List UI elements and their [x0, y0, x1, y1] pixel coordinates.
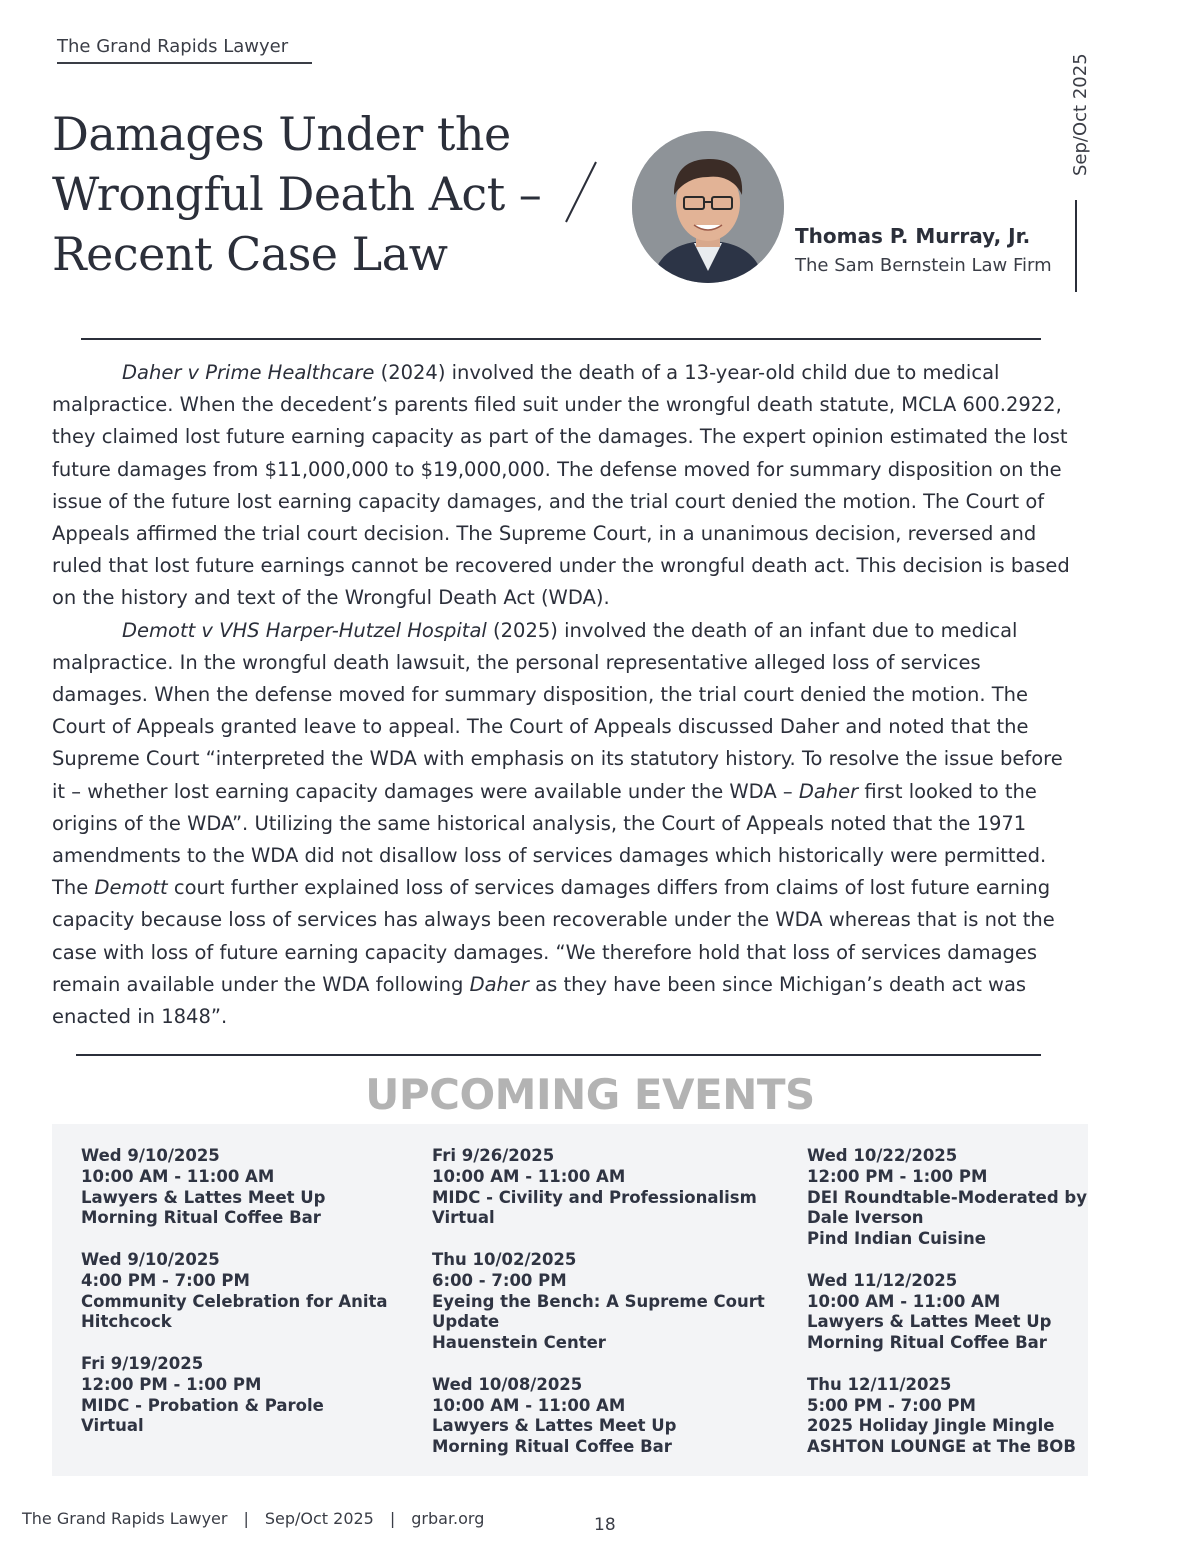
event-detail: Community Celebration for Anita [81, 1291, 388, 1311]
event-item [807, 1271, 1087, 1354]
footer-site-link[interactable]: grbar.org [411, 1509, 485, 1528]
footer-publication: The Grand Rapids Lawyer [22, 1509, 228, 1528]
event-item [807, 1146, 1087, 1250]
slash-divider [560, 160, 600, 226]
event-time: 4:00 PM - 7:00 PM [81, 1270, 250, 1290]
divider-top [81, 338, 1041, 340]
event-detail: Morning Ritual Coffee Bar [81, 1208, 321, 1228]
vertical-rule [1075, 200, 1077, 292]
event-time: 10:00 AM - 11:00 AM [807, 1291, 1001, 1311]
event-detail: Morning Ritual Coffee Bar [807, 1333, 1047, 1353]
author-name: Thomas P. Murray, Jr. [795, 224, 1031, 248]
masthead: The Grand Rapids Lawyer [57, 36, 289, 57]
event-time: 10:00 AM - 11:00 AM [432, 1166, 626, 1186]
event-detail: Lawyers & Lattes Meet Up [807, 1312, 1052, 1332]
event-detail: DEI Roundtable-Moderated by [807, 1187, 1087, 1207]
event-time: 10:00 AM - 11:00 AM [81, 1166, 275, 1186]
event-date: Wed 10/22/2025 [807, 1146, 958, 1165]
event-detail: Hauenstein Center [432, 1333, 606, 1353]
event-time: 12:00 PM - 1:00 PM [81, 1374, 262, 1394]
paragraph-text: court further explained loss of services damages differs from claims of lost future earning capacity because loss of services has always been recoverable under the WDA whereas that is not the case with loss of future earning capacity damages. “We therefore hold that loss of services damages remain available under the WDA following [52, 876, 1055, 996]
event-detail: Update [432, 1312, 500, 1332]
events-column [81, 1146, 388, 1458]
divider-bottom [76, 1054, 1041, 1056]
event-date: Wed 9/10/2025 [81, 1249, 220, 1269]
event-time: 5:00 PM - 7:00 PM [807, 1395, 976, 1415]
event-detail: ASHTON LOUNGE at The BOB [807, 1437, 1076, 1457]
events-heading: UPCOMING EVENTS [365, 1070, 815, 1119]
event-detail: Hitchcock [81, 1312, 172, 1332]
event-date: Thu 10/02/2025 [432, 1249, 577, 1269]
article-title-line: Wrongful Death Act – [52, 167, 542, 221]
event-detail: Morning Ritual Coffee Bar [432, 1437, 672, 1457]
footer [22, 1509, 484, 1528]
paragraph-text: first looked to the origins of the WDA”. Utilizing the same historical analysis, the Court of Appeals noted that the 1971 amendments to the WDA did not disallow loss of services damages which historically were permitted. The [52, 779, 1047, 900]
article-paragraph [52, 615, 1072, 1034]
paragraph-text: (2024) involved the death of a 13-year-old child due to medical malpractice. When the decedent’s parents filed suit under the wrongful death statute, MCLA 600.2922, they claimed lost future earning capacity as part of the damages. The expert opinion estimated the lost future damages from $11,000,000 to $19,000,000. The defense moved for summary disposition on the issue of the future lost earning capacity damages, and the trial court denied the motion. The Court of Appeals affirmed the trial court decision. The Supreme Court, in a unanimous decision, reversed and ruled that lost future earnings cannot be recovered under the wrongful death act. This decision is based on the history and text of the Wrongful Death Act (WDA). [52, 361, 1070, 610]
case-name-italic: Demott [94, 876, 168, 900]
case-name-italic: Demott v VHS Harper-Hutzel Hospital [122, 618, 487, 642]
event-detail: Virtual [81, 1416, 144, 1436]
event-item [81, 1354, 388, 1437]
article-title [52, 104, 572, 284]
article-body [52, 357, 1072, 1033]
events-column [432, 1146, 765, 1479]
author-firm: The Sam Bernstein Law Firm [795, 255, 1052, 276]
case-name-italic: Daher [469, 972, 529, 996]
event-detail: Eyeing the Bench: A Supreme Court [432, 1291, 765, 1311]
event-time: 6:00 - 7:00 PM [432, 1270, 567, 1290]
masthead-rule [57, 62, 312, 64]
event-detail: Virtual [432, 1208, 495, 1228]
event-item [81, 1146, 388, 1229]
event-detail: Dale Iverson [807, 1208, 924, 1228]
event-date: Wed 11/12/2025 [807, 1270, 958, 1290]
issue-date-vertical: Sep/Oct 2025 [1070, 53, 1091, 176]
event-time: 12:00 PM - 1:00 PM [807, 1166, 988, 1186]
event-date: Wed 10/08/2025 [432, 1374, 583, 1394]
event-item [432, 1250, 765, 1354]
article-title-line: Damages Under the [52, 107, 511, 161]
event-date: Thu 12/11/2025 [807, 1374, 952, 1394]
event-date: Fri 9/19/2025 [81, 1353, 204, 1373]
footer-separator: | [243, 1509, 249, 1528]
events-column [807, 1146, 1087, 1479]
footer-issue: Sep/Oct 2025 [264, 1509, 374, 1528]
event-date: Wed 9/10/2025 [81, 1146, 220, 1165]
page-number: 18 [594, 1515, 616, 1535]
event-detail: Lawyers & Lattes Meet Up [432, 1416, 677, 1436]
event-item [81, 1250, 388, 1333]
article-paragraph [52, 357, 1072, 615]
article-title-line: Recent Case Law [52, 227, 448, 281]
event-item [432, 1146, 765, 1229]
footer-separator: | [389, 1509, 396, 1528]
event-item [807, 1375, 1087, 1458]
paragraph-text: as they have been since Michigan’s death act was enacted in 1848”. [52, 972, 1027, 1029]
event-detail: MIDC - Probation & Parole [81, 1395, 324, 1415]
case-name-italic: Daher v Prime Healthcare [122, 361, 375, 384]
event-detail: 2025 Holiday Jingle Mingle [807, 1416, 1055, 1436]
author-portrait-image [632, 131, 784, 283]
event-item [432, 1375, 765, 1458]
case-name-italic: Daher [798, 779, 859, 803]
event-date: Fri 9/26/2025 [432, 1146, 555, 1165]
event-detail: MIDC - Civility and Professionalism [432, 1187, 757, 1207]
paragraph-text: (2025) involved the death of an infant due to medical malpractice. In the wrongful death lawsuit, the personal representative alleged loss of services damages. When the defense moved for summary disposition, the trial court denied the motion. The Court of Appeals granted leave to appeal. The Court of Appeals discussed Daher and noted that the Supreme Court “interpreted the WDA with emphasis on its statutory history. To resolve the issue before it – whether lost earning capacity damages were available under the WDA – [52, 618, 1063, 803]
event-detail: Lawyers & Lattes Meet Up [81, 1187, 326, 1207]
event-time: 10:00 AM - 11:00 AM [432, 1395, 626, 1415]
author-photo [632, 131, 784, 283]
event-detail: Pind Indian Cuisine [807, 1229, 986, 1249]
